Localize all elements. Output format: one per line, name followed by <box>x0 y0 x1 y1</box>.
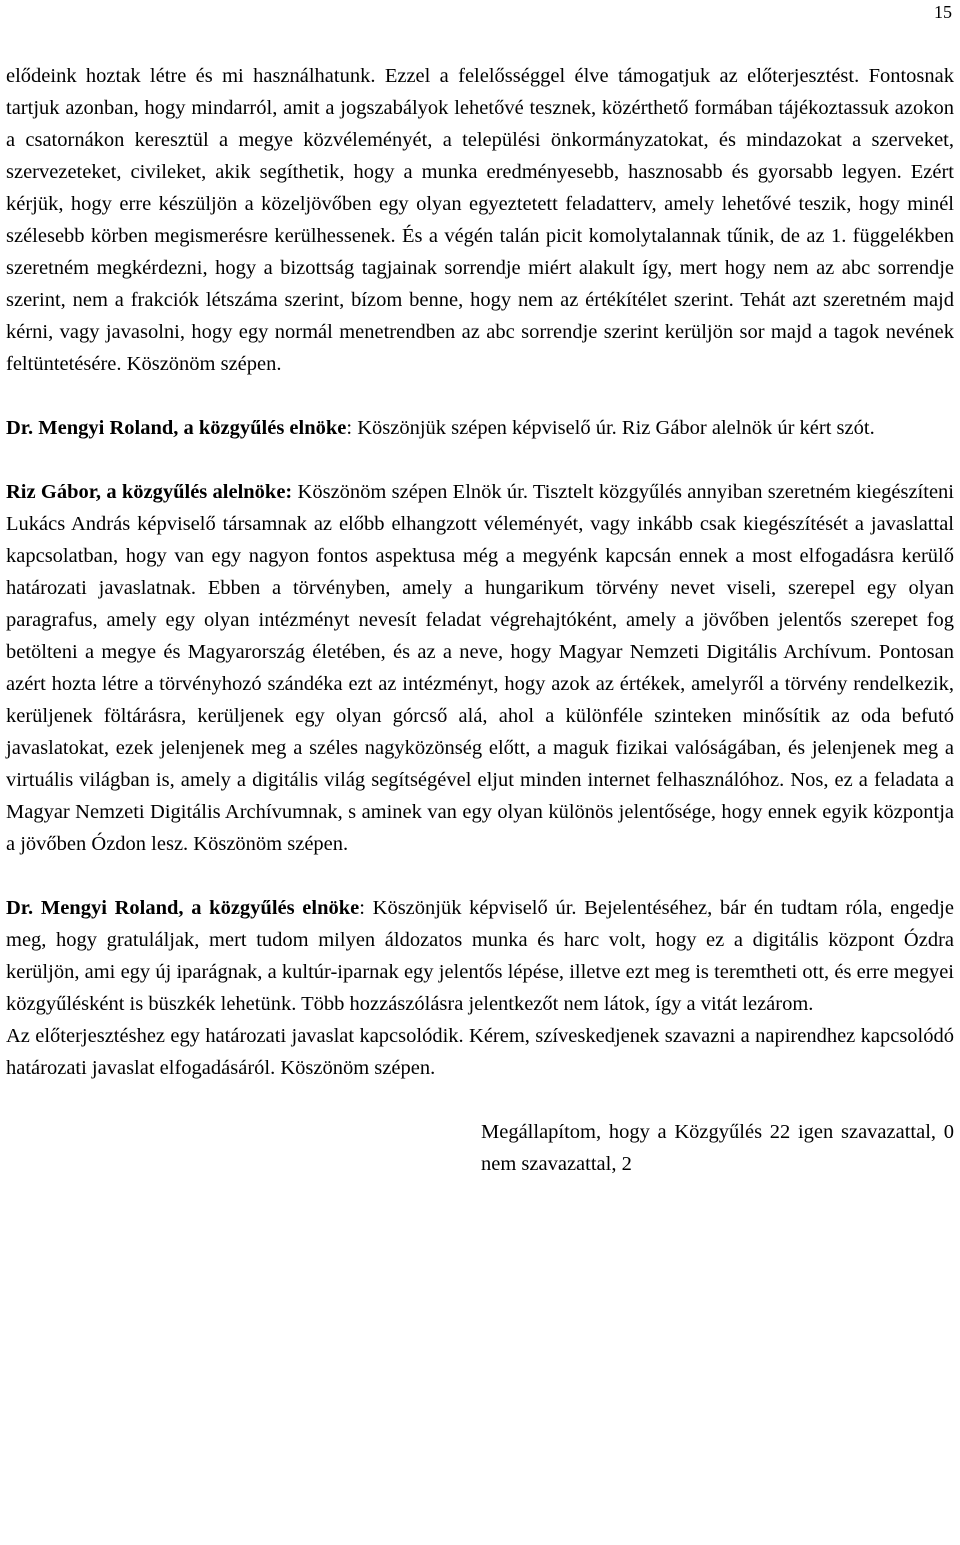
speaker-name: Dr. Mengyi Roland, a közgyűlés elnöke <box>6 897 360 919</box>
speaker-name: Riz Gábor, a közgyűlés alelnöke: <box>6 481 293 503</box>
speech-text: : Köszönjük képviselő úr. Bejelentéséhez, bár én tudtam róla, engedje meg, hogy gratuláljak, mert tudom milyen áldozatos munka és harc volt, hogy ez a digitális központ Ózdra kerüljön, ami egy új iparágnak, a kultúr-iparnak egy jelentős lépése, illetve ezt meg is teremtheti ott, és erre megyei közgyűlésként is büszkék lehetünk. Több hozzászólásra jelentkezőt nem látok, így a vitát lezárom. <box>6 897 954 1015</box>
paragraph-gap <box>6 1084 954 1116</box>
speech-text: Köszönöm szépen Elnök úr. Tisztelt közgyűlés annyiban szeretném kiegészíteni Lukács András képviselő társamnak az előbb elhangzott véleményét, vagy inkább csak kiegészítését a javaslattal kapcsolatban, hogy van egy nagyon fontos aspektusa még a megyénk kapcsán ennek a most elfogadásra kerülő határozati javaslatnak. Ebben a törvényben, amely a hungarikum törvény nevet viseli, szerepel egy olyan paragrafus, amely egy olyan intézményt nevesít feladat végrehajtóként, amely a jövőben jelentős szerepet fog betölteni a megye és Magyarország életében, és az a neve, hogy Magyar Nemzeti Digitális Archívum. Pontosan azért hozta létre a törvényhozó szándéka ezt az intézményt, hogy azok az értékek, amelyről a törvény rendelkezik, kerüljenek föltárásra, kerüljenek egy olyan górcső alá, ahol a különféle szinteken minősítik az oda befutó javaslatokat, ezek jelenjenek meg a széles nagyközönség előtt, a maguk fizikai valóságában, és jelenjenek meg a virtuális világban is, amely a digitális világ segítségével eljut minden internet felhasználóhoz. Nos, ez a feladata a Magyar Nemzeti Digitális Archívumnak, s aminek van egy olyan különös jelentősége, hogy ennek egyik központja a jövőben Ózdon lesz. Köszönöm szépen. <box>6 481 954 855</box>
paragraph-gap <box>6 444 954 476</box>
paragraph-vice-chair-speech <box>6 476 954 860</box>
speech-text: : Köszönjük szépen képviselő úr. Riz Gábor alelnök úr kért szót. <box>346 417 875 439</box>
paragraph-vote-call: Az előterjesztéshez egy határozati javaslat kapcsolódik. Kérem, szíveskedjenek szavazni a napirendhez kapcsolódó határozati javaslat elfogadásáról. Köszönöm szépen. <box>6 1025 954 1079</box>
page-number: 15 <box>934 2 952 22</box>
paragraph-chair-response <box>6 892 954 1020</box>
paragraph-gap <box>6 860 954 892</box>
paragraph-chair-remark <box>6 412 954 444</box>
paragraph-gap <box>6 380 954 412</box>
paragraph-vote-result: Megállapítom, hogy a Közgyűlés 22 igen szavazattal, 0 nem szavazattal, 2 <box>481 1121 954 1175</box>
speaker-name: Dr. Mengyi Roland, a közgyűlés elnöke <box>6 417 347 439</box>
paragraph: elődeink hoztak létre és mi használhatunk. Ezzel a felelősséggel élve támogatjuk az előterjesztést. Fontosnak tartjuk azonban, hogy mindarról, amit a jogszabályok lehetővé tesznek, közérthető formában tájékoztassuk azokon a csatornákon keresztül a megye közvéleményét, a települési önkormányzatokat, és mindazokat a szerveket, szervezeteket, civileket, akik segíthetik, hogy a munka eredményesebb, hasznosabb és gyorsabb legyen. Ezért kérjük, hogy erre készüljön a közeljövőben egy olyan egyeztetett feladatterv, amely lehetővé teszik, hogy minél szélesebb körben megismerésre kerülhessenek. És a végén talán picit komolytalannak tűnik, de az 1. függelékben szeretném megkérdezni, hogy a bizottság tagjainak sorrendje miért alakult így, mert hogy nem az abc sorrendje szerint, nem a frakciók létszáma szerint, bízom benne, hogy nem az értékítélet szerint. Tehát azt szeretném majd kérni, vagy javasolni, hogy egy normál menetrendben az abc sorrendje szerint kerüljön sor majd a tagok nevének feltüntetésére. Köszönöm szépen. <box>6 65 954 375</box>
document-body <box>6 60 954 1180</box>
